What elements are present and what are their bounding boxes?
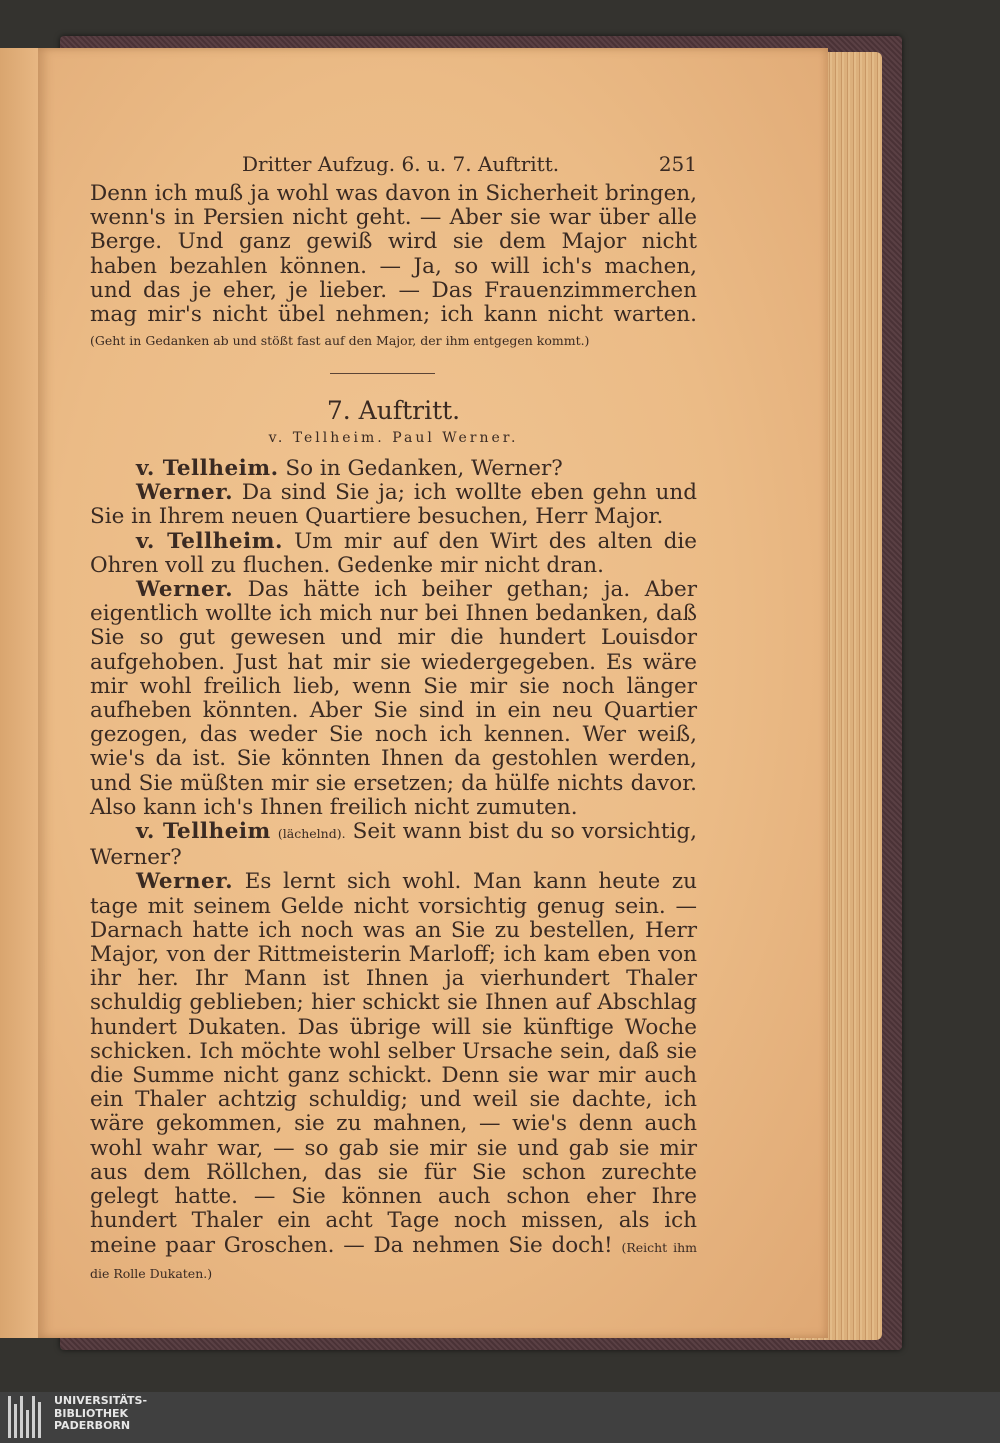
speaker-name: v. Tellheim. bbox=[136, 456, 279, 481]
library-name-line: BIBLIOTHEK bbox=[54, 1406, 129, 1420]
cast-list: v. Tellheim. Paul Werner. bbox=[268, 430, 519, 446]
dialogue bbox=[90, 457, 697, 1286]
stage-direction: (Reicht ihm die Rolle Dukaten.) bbox=[90, 1239, 697, 1281]
page-number: 251 bbox=[658, 152, 697, 176]
speaker-name: Werner. bbox=[136, 480, 234, 506]
speaker-name: Werner. bbox=[136, 869, 234, 895]
speaker-name: Werner. bbox=[136, 577, 234, 603]
stage-direction: (Geht in Gedanken ab und stößt fast auf den Major, der ihm entgegen kommt.) bbox=[90, 333, 590, 349]
dialogue-line bbox=[90, 820, 697, 870]
library-name-line: UNIVERSITÄTS- bbox=[54, 1394, 148, 1407]
line-text: Da sind Sie ja; ich wollte eben gehn und Sie in Ihrem neuen Quartiere besuchen, Herr Major. bbox=[90, 480, 697, 530]
line-text: Das hätte ich beiher gethan; ja. Aber eigentlich wollte ich mich nur bei Ihnen bedanken, daß Sie so gut gewesen und mir die hundert Louisdor aufgehoben. Just hat mir sie wiedergegeben. Es wäre mir wohl freilich lieb, wenn Sie mir sie noch länger aufheben könnten. Aber Sie sind in ein neu Quartier gezogen, das weder Sie noch ich kennen. Wer weiß, wie's da ist. Sie könnten Ihnen da gestohlen werden, und Sie müßten mir sie ersetzen; da hülfe nichts davor. Also kann ich's Ihnen freilich nicht zumuten. bbox=[90, 577, 697, 820]
line-text: Um mir auf den Wirt des alten die Ohren voll zu fluchen. Gedenke mir nicht dran. bbox=[90, 528, 697, 578]
line-text: Es lernt sich wohl. Man kann heute zu tage mit seinem Gelde nicht vorsichtig genug sein. — Darnach hatte ich noch was an Sie zu bestellen, Herr Major, von der Rittmeisterin Marloff; ich kam eben von ihr her. Ihr Mann ist Ihnen ja vierhundert Thaler schuldig geblieben; hier schickt sie Ihnen auf Abschlag hundert Dukaten. Das übrige will sie künftige Woche schicken. Ich möchte wohl selber Ursache sein, daß sie die Summe nicht ganz schickt. Denn sie war mir auch ein Thaler achtzig schuldig; und weil sie dachte, ich wäre gekommen, sie zu mahnen, — wie's denn auch wohl wahr war, — so gab sie mir sie und gab sie mir aus dem Röllchen, das sie für Sie schon zurechte gelegt hatte. — Sie können auch schon eher Ihre hundert Thaler ein acht Tage noch missen, als ich meine paar Groschen. — Da nehmen Sie doch! bbox=[90, 869, 697, 1258]
dialogue-line bbox=[90, 870, 697, 1285]
library-footer bbox=[0, 1392, 1000, 1443]
running-title: Dritter Aufzug. 6. u. 7. Auftritt. bbox=[242, 152, 560, 176]
library-name bbox=[54, 1395, 147, 1433]
line-text: So in Gedanken, Werner? bbox=[285, 456, 563, 481]
library-name-line: PADERBORN bbox=[54, 1419, 131, 1432]
dialogue-line bbox=[90, 530, 697, 578]
speaker-name: v. Tellheim bbox=[136, 819, 271, 845]
dialogue-line bbox=[90, 481, 697, 529]
section-divider bbox=[330, 373, 435, 374]
closing-speech bbox=[90, 182, 697, 353]
library-logo-icon bbox=[8, 1396, 48, 1438]
line-text: Seit wann bist du so vorsichtig, Werner? bbox=[90, 819, 697, 871]
speech-text: Denn ich muß ja wohl was davon in Sicherheit bringen, wenn's in Persien nicht geht. — Aber sie war über alle Berge. Und ganz gewiß wird sie dem Major nicht haben bezahlen können. — Ja, so will ich's machen, und das je eher, je lieber. — Das Frauenzimmerchen mag mir's nicht übel nehmen; ich kann nicht warten. bbox=[90, 181, 697, 328]
speaker-name: v. Tellheim. bbox=[136, 528, 283, 554]
dialogue-line bbox=[90, 457, 697, 481]
dialogue-line bbox=[90, 578, 697, 820]
running-head bbox=[92, 152, 697, 178]
scene-heading: 7. Auftritt. bbox=[326, 396, 461, 425]
stage-direction: (lächelnd). bbox=[277, 826, 346, 842]
